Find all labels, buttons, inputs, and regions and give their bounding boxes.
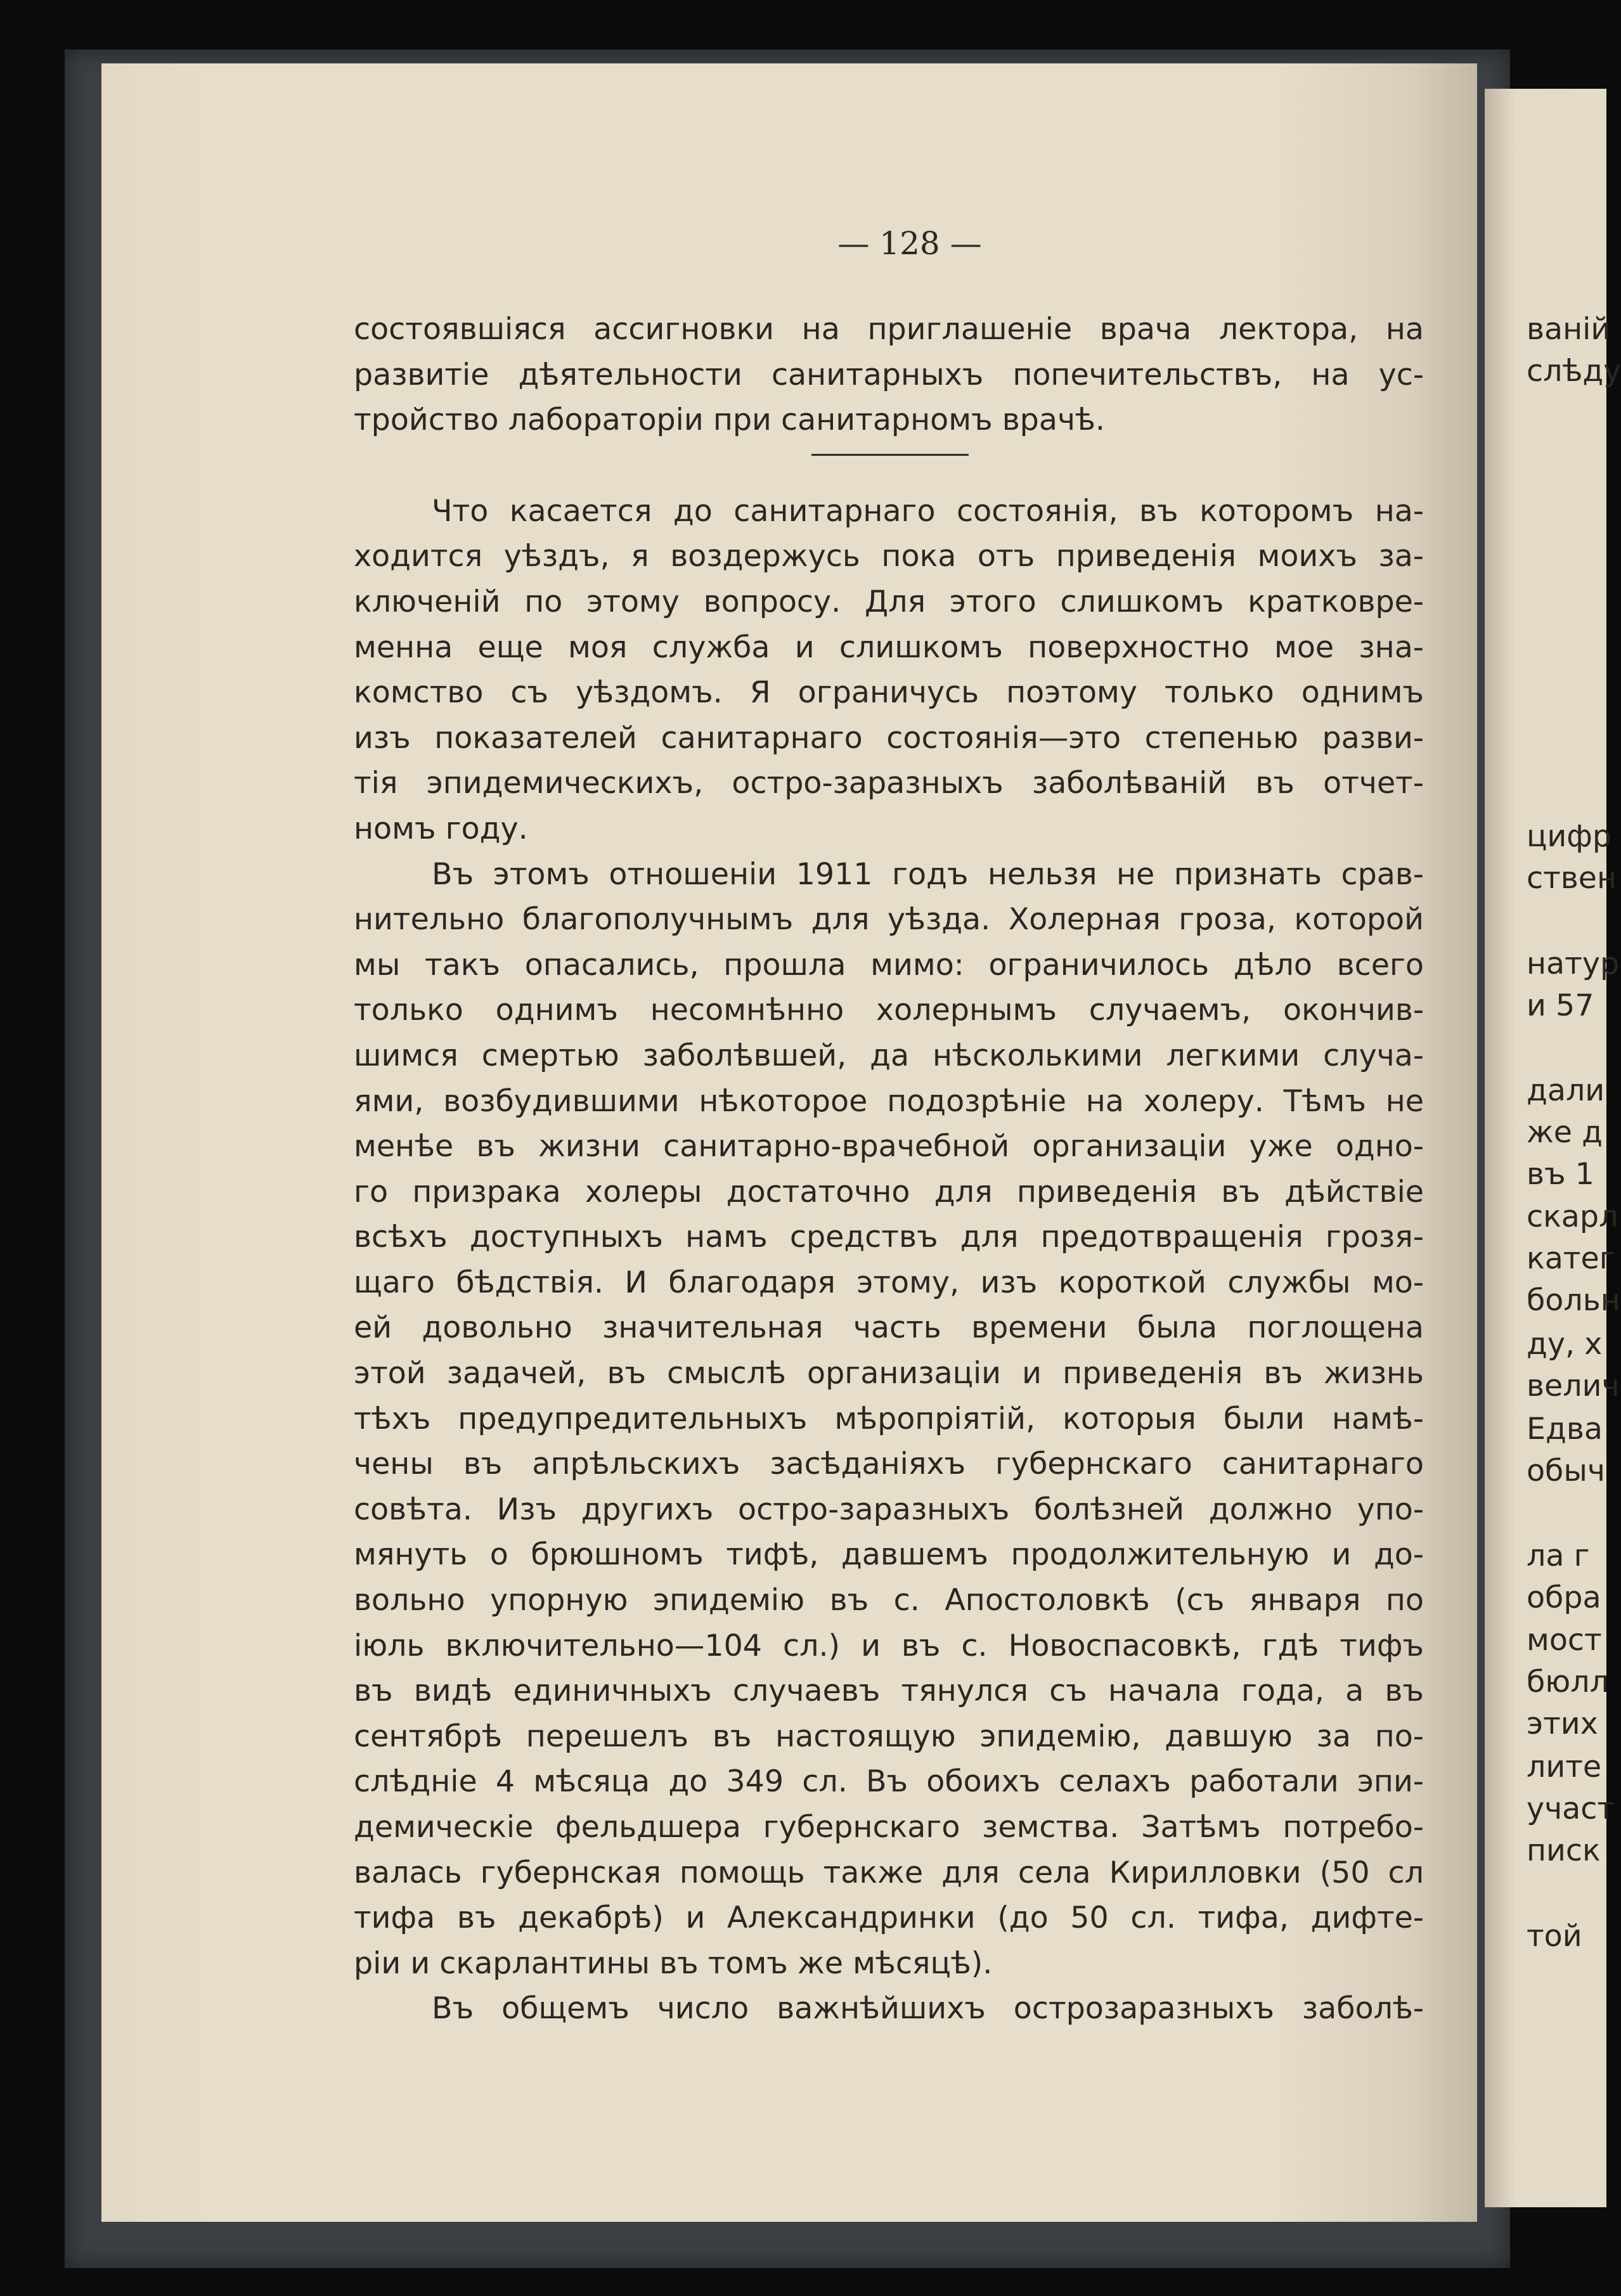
text-fragment: участ: [1527, 1791, 1615, 1826]
text-line: въ видѣ единичныхъ случаевъ тянулся съ начала года, а въ: [354, 1674, 1424, 1709]
text-fragment: той: [1527, 1919, 1582, 1954]
paragraph: [354, 1986, 1424, 2032]
text-line: валась губернская помощь также для села Кирилловки (50 сл: [354, 1855, 1424, 1890]
text-line: всѣхъ доступныхъ намъ средствъ для предотвращенія грозя-: [354, 1220, 1424, 1255]
text-fragment: ду, х: [1527, 1327, 1603, 1362]
text-fragment: больн: [1527, 1283, 1620, 1318]
text-line: Въ общемъ число важнѣйшихъ острозаразныхъ заболѣ-: [432, 1991, 1424, 2027]
text-line: ключеній по этому вопросу. Для этого слишкомъ кратковре-: [354, 584, 1424, 619]
text-line: чены въ апрѣльскихъ засѣданіяхъ губернскаго санитарнаго: [354, 1447, 1424, 1482]
text-fragment: ла г: [1527, 1538, 1590, 1573]
text-fragment: ствен: [1527, 861, 1617, 896]
text-fragment: лите: [1527, 1750, 1602, 1784]
text-line: ходится уѣздъ, я воздержусь пока отъ приведенія моихъ за-: [354, 539, 1424, 574]
text-fragment: и 57: [1527, 988, 1594, 1023]
text-line: менѣе въ жизни санитарно-врачебной организаціи уже одно-: [354, 1129, 1424, 1164]
text-line: ей довольно значительная часть времени была поглощена: [354, 1310, 1424, 1346]
text-fragment: велич: [1527, 1369, 1620, 1403]
text-line: мы такъ опасались, прошла мимо: ограничилось дѣло всего: [354, 947, 1424, 983]
text-line: ями, возбудившими нѣкоторое подозрѣніе на холеру. Тѣмъ не: [354, 1083, 1424, 1119]
text-fragment: ваній: [1527, 312, 1611, 347]
text-line: тройство лабораторіи при санитарномъ врачѣ.: [354, 403, 1106, 438]
text-line: Что касается до санитарнаго состоянія, въ которомъ на-: [432, 493, 1424, 529]
text-fragment: катег: [1527, 1241, 1615, 1276]
text-line: ріи и скарлантины въ томъ же мѣсяцѣ).: [354, 1945, 993, 1981]
text-line: состоявшіяся ассигновки на приглашеніе врача лектора, на: [354, 312, 1424, 347]
text-line: слѣдніе 4 мѣсяца до 349 сл. Въ обоихъ селахъ работали эпи-: [354, 1764, 1424, 1800]
text-fragment: бюлл: [1527, 1665, 1609, 1699]
text-line: тѣхъ предупредительныхъ мѣропріятій, которыя были намѣ-: [354, 1401, 1424, 1436]
text-line: тія эпидемическихъ, остро-заразныхъ заболѣваній въ отчет-: [354, 766, 1424, 801]
text-line: номъ году.: [354, 811, 528, 846]
page-number: — 128 —: [837, 225, 982, 262]
text-fragment: дали: [1527, 1073, 1605, 1108]
text-line: сентябрѣ перешелъ въ настоящую эпидемію, давшую за по-: [354, 1719, 1424, 1754]
text-fragment: слѣду: [1527, 354, 1621, 389]
text-line: изъ показателей санитарнаго состоянія—это степенью разви-: [354, 720, 1424, 756]
text-line: комство съ уѣздомъ. Я ограничусь поэтому только однимъ: [354, 675, 1424, 711]
text-line: тифа въ декабрѣ) и Александринки (до 50 сл. тифа, дифте-: [354, 1900, 1424, 1936]
text-line: совѣта. Изъ другихъ остро-заразныхъ болѣзней должно упо-: [354, 1492, 1424, 1527]
text-fragment: же д: [1527, 1115, 1603, 1150]
text-line: шимся смертью заболѣвшей, да нѣсколькими легкими случа-: [354, 1038, 1424, 1073]
text-line: только однимъ несомнѣнно холернымъ случаемъ, окончив-: [354, 993, 1424, 1028]
text-line: этой задачей, въ смыслѣ организаціи и приведенія въ жизнь: [354, 1356, 1424, 1391]
text-line: мянуть о брюшномъ тифѣ, давшемъ продолжительную и до-: [354, 1537, 1424, 1573]
text-fragment: писк: [1527, 1833, 1601, 1868]
paragraph: [354, 489, 1424, 852]
text-fragment: мост: [1527, 1623, 1602, 1658]
text-fragment: этих: [1527, 1706, 1598, 1741]
text-fragment: въ 1: [1527, 1157, 1594, 1192]
text-line: менна еще моя служба и слишкомъ поверхностно мое зна-: [354, 629, 1424, 665]
text-line: нительно благополучнымъ для уѣзда. Холерная гроза, которой: [354, 902, 1424, 938]
paragraph: [354, 307, 1424, 443]
text-line: демическіе фельдшера губернскаго земства. Затѣмъ потребо-: [354, 1810, 1424, 1845]
text-line: го призрака холеры достаточно для приведенія въ дѣйствіе: [354, 1174, 1424, 1209]
text-fragment: натур: [1527, 946, 1620, 981]
text-line: вольно упорную эпидемію въ с. Апостоловкѣ (съ января по: [354, 1583, 1424, 1618]
text-fragment: обыч: [1527, 1454, 1605, 1488]
text-fragment: скарл: [1527, 1199, 1618, 1234]
text-line: развитіе дѣятельности санитарныхъ попечительствъ, на ус-: [354, 357, 1424, 392]
page-body-text: [354, 307, 1424, 2032]
text-fragment: Едва: [1527, 1412, 1603, 1447]
paragraph: [354, 852, 1424, 1987]
text-line: щаго бѣдствія. И благодаря этому, изъ короткой службы мо-: [354, 1265, 1424, 1300]
text-fragment: цифр: [1527, 819, 1611, 854]
text-line: Въ этомъ отношеніи 1911 годъ нельзя не признать срав-: [432, 856, 1424, 892]
section-separator-rule: [811, 454, 969, 456]
text-fragment: обра: [1527, 1580, 1601, 1615]
text-line: іюль включительно—104 сл.) и въ с. Новоспасовкѣ, гдѣ тифъ: [354, 1628, 1424, 1663]
